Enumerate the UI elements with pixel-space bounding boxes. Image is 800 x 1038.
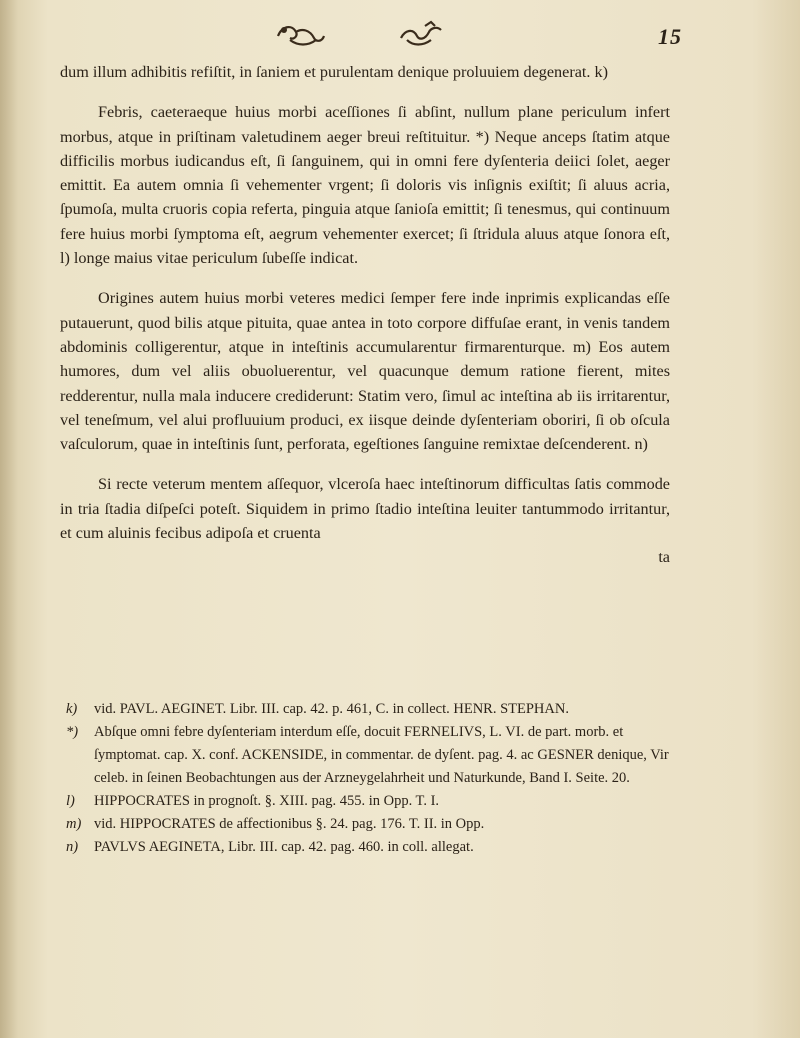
fleuron-ornament-icon [270,18,330,50]
fleuron-ornament-icon [395,18,445,50]
footnote-text: PAVLVS AEGINETA, Libr. III. cap. 42. pag. 460. in coll. allegat. [94,839,474,855]
page-header [0,18,800,58]
footnote-text: HIPPOCRATES in prognoſt. §. XIII. pag. 455. in Opp. T. I. [94,793,440,809]
footnote-star [66,721,676,790]
footnote-text: Abſque omni febre dyſenteriam interdum eſſe, docuit FERNELIVS, L. VI. de part. morb. et ſymptomat. cap. X. conf. ACKENSIDE, in commentar. de dyſent. pag. 4. ac GESNER denique, Vir celeb. in ſeinen Beobachtungen aus der Arzneygelahrheit und Naturkunde, Band I. Seite. 20. [94,724,669,786]
paragraph-febris: Febris, caeteraeque huius morbi aceſſiones ſi abſint, nullum plane periculum infert morbus, atque in priſtinam valetudinem aeger breui reſtituitur. *) Neque anceps ſtatim atque difficilis morbus iudicandus eſt, ſi ſanguinem, qui in omni fere dyſenteria deiici ſolet, aeger emittit. Ea autem omnia ſi vehementer vrgent; ſi doloris vis inſignis exiſtit; ſi aluus acria, ſpumoſa, multa cruoris copia referta, pinguia atque ſanioſa emittit; ſi tenesmus, qui continuum fere huius morbi ſymptoma eſt, aegrum vehementer exercet; ſi ſtridula aluus atque ſonora eſt, l) longe maius vitae periculum ſubeſſe indicat. [60,103,670,268]
footnotes [66,698,676,859]
footnote-mark: *) [66,724,79,740]
footnote-mark: n) [66,839,79,855]
page-gutter-shadow [0,0,18,1038]
footnote-m [66,813,676,836]
footnote-mark: k) [66,701,78,717]
footnote-text: vid. HIPPOCRATES de affectionibus §. 24. pag. 176. T. II. in Opp. [94,816,485,832]
footnote-k [66,698,676,721]
footnote-n [66,836,676,859]
main-text [60,60,670,570]
paragraph-si-recte: Si recte veterum mentem aſſequor, vlceroſa haec inteſtinorum difficultas ſatis commode in tria ſtadia diſpeſci poteſt. Siquidem in primo ſtadio inteſtina leuiter tantummodo irritantur, et cum aluinis fecibus adipoſa et cruenta [60,475,670,543]
catchword: ta [658,548,670,567]
footnote-mark: l) [66,793,75,809]
footnote-text: vid. PAVL. AEGINET. Libr. III. cap. 42. p. 461, C. in collect. HENR. STEPHAN. [94,701,569,717]
paragraph-continuation: dum illum adhibitis refiſtit, in ſaniem et purulentam denique proluuiem degenerat. k) [60,63,608,81]
page-number: 15 [658,24,682,49]
footnote-mark: m) [66,816,82,832]
paragraph-origines: Origines autem huius morbi veteres medici ſemper fere inde inprimis explicandas eſſe putauerunt, quod bilis atque pituita, quae antea in toto corpore diffuſae erant, in venis tandem abdominis colligerentur, atque in inteſtinis accumularentur firmarenturque. m) Eos autem humores, dum vel aliis obuoluerentur, vel quacunque demum ratione fierent, mites redderentur, nulla mala inducere crediderunt: Statim vero, ſimul ac inteſtina ab iis irritarentur, vel teneſmum, vel alui profluuium produci, ex iisque deinde dyſenteriam oboriri, ſi ob oſcula vaſculorum, quae in inteſtinis ſunt, perforata, egeſtiones ſanguine remixtae deſcenderent. n) [60,289,670,454]
footnote-l [66,790,676,813]
